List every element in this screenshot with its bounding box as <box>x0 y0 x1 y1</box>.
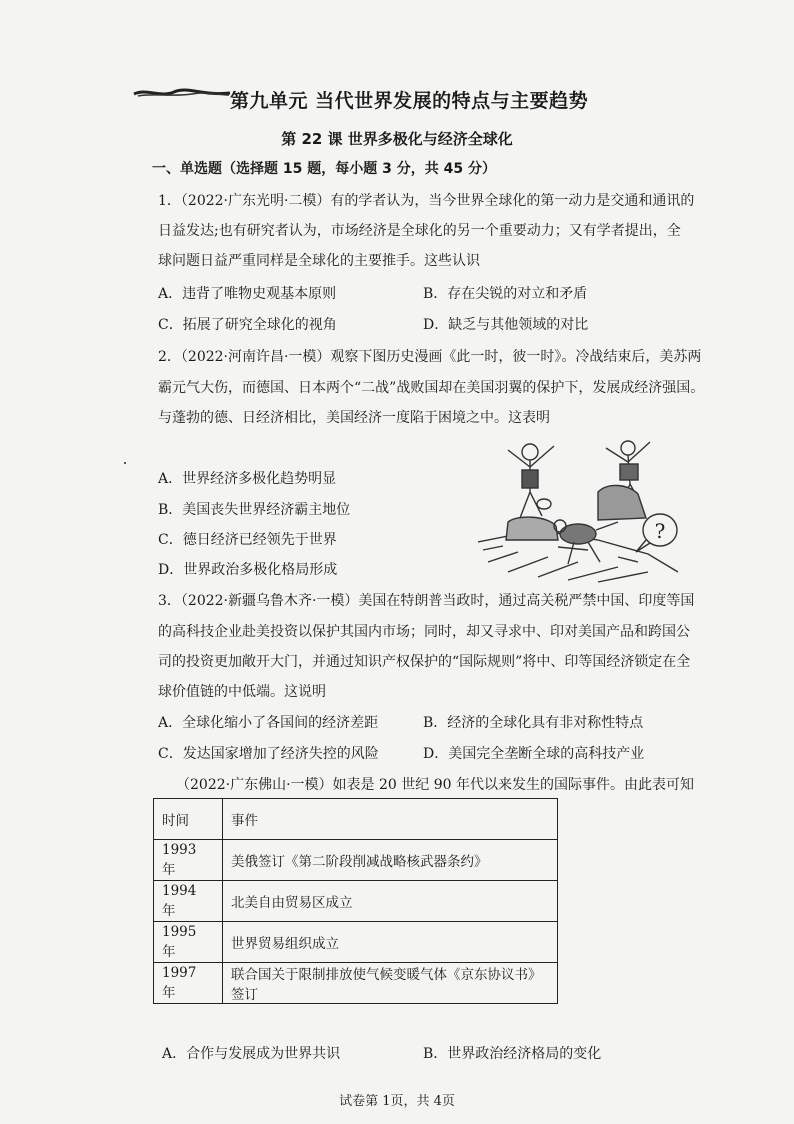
q4-option-b[interactable]: B．世界政治经济格局的变化 <box>423 1046 602 1062</box>
table-row <box>154 922 558 963</box>
q2-option-d[interactable]: D．世界政治多极化格局形成 <box>158 562 338 578</box>
q3-line-4: 球价值链的中低端。这说明 <box>158 684 326 700</box>
cartoon-question-mark: ? <box>654 519 666 543</box>
table-cell-event: 世界贸易组织成立 <box>223 922 558 963</box>
table-header-cell: 事件 <box>223 799 558 840</box>
table-row <box>154 963 558 1004</box>
q3-option-b[interactable]: B．经济的全球化具有非对称性特点 <box>423 715 644 731</box>
events-table <box>153 798 558 1004</box>
q2-option-c[interactable]: C．德日经济已经领先于世界 <box>158 532 337 548</box>
q3-option-d[interactable]: D．美国完全垄断全球的高科技产业 <box>423 746 645 762</box>
q3-line-2: 的高科技企业赴美投资以保护其国内市场；同时，却又寻求中、印对美国产品和跨国公 <box>158 624 690 640</box>
q1-line-2: 日益发达;也有研究者认为，市场经济是全球化的另一个重要动力；又有学者提出，全 <box>158 223 681 239</box>
q2-line-3: 与蓬勃的德、日经济相比，美国经济一度陷于困境之中。这表明 <box>158 410 550 426</box>
stray-dot <box>124 462 126 464</box>
q1-option-a[interactable]: A．违背了唯物史观基本原则 <box>158 286 337 302</box>
table-header-row <box>154 799 558 840</box>
table-cell-event: 美俄签订《第二阶段削减战略核武器条约》 <box>223 840 558 881</box>
q2-option-b[interactable]: B．美国丧失世界经济霸主地位 <box>158 502 351 518</box>
page-footer: 试卷第 1页，共 4页 <box>339 1094 455 1109</box>
table-cell-year: 1995 年 <box>154 922 223 963</box>
q1-option-d[interactable]: D．缺乏与其他领域的对比 <box>423 317 589 333</box>
unit-title: 第九单元 当代世界发展的特点与主要趋势 <box>230 90 589 112</box>
q1-option-c[interactable]: C．拓展了研究全球化的视角 <box>158 317 337 333</box>
pen-scribble <box>132 84 232 102</box>
table-cell-year: 1994 年 <box>154 881 223 922</box>
table-cell-event: 联合国关于限制排放使气候变暖气体《京东协议书》签订 <box>223 963 558 1004</box>
table-row <box>154 881 558 922</box>
table-row <box>154 840 558 881</box>
section-title: 一、单选题（选择题 15 题，每小题 3 分，共 45 分） <box>152 161 496 177</box>
q2-line-2: 霸元气大伤，而德国、日本两个“二战”战败国却在美国羽翼的保护下，发展成经济强国。 <box>158 380 705 396</box>
q3-option-a[interactable]: A．全球化缩小了各国间的经济差距 <box>158 715 379 731</box>
q3-line-3: 司的投资更加敞开大门，并通过知识产权保护的“国际规则”将中、印等国经济锁定在全 <box>158 654 691 670</box>
q2-option-a[interactable]: A．世界经济多极化趋势明显 <box>158 471 337 487</box>
q2-line-1: 2．（2022·河南许昌·一模）观察下图历史漫画《此一时，彼一时》。冷战结束后，美苏两 <box>158 349 702 365</box>
history-cartoon-image <box>478 422 678 584</box>
lesson-title: 第 22 课 世界多极化与经济全球化 <box>281 130 513 148</box>
q1-line-3: 球问题日益严重同样是全球化的主要推手。这些认识 <box>158 253 480 269</box>
q1-line-1: 1．（2022·广东光明·二模）有的学者认为，当今世界全球化的第一动力是交通和通讯的 <box>158 193 695 209</box>
q4-option-a[interactable]: A．合作与发展成为世界共识 <box>162 1046 341 1062</box>
q3-line-1: 3．（2022·新疆乌鲁木齐·一模）美国在特朗普当政时，通过高关税严禁中国、印度等国 <box>158 593 695 609</box>
q1-option-b[interactable]: B．存在尖锐的对立和矛盾 <box>423 286 588 302</box>
table-header-cell: 时间 <box>154 799 223 840</box>
table-cell-event: 北美自由贸易区成立 <box>223 881 558 922</box>
q3-option-c[interactable]: C．发达国家增加了经济失控的风险 <box>158 746 379 762</box>
q4-stem: （2022·广东佛山·一模）如表是 20 世纪 90 年代以来发生的国际事件。由此表可知 <box>176 777 694 793</box>
table-cell-year: 1993 年 <box>154 840 223 881</box>
table-cell-year: 1997 年 <box>154 963 223 1004</box>
